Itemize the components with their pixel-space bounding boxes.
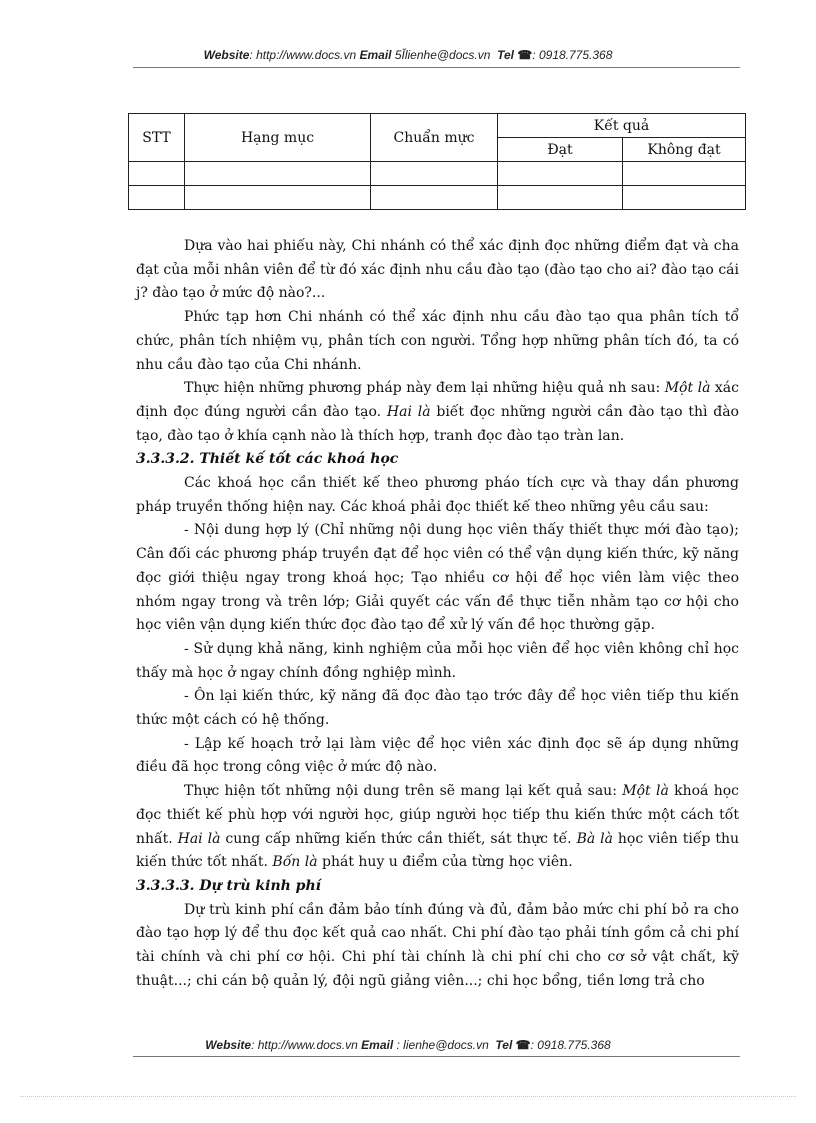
table-header-hangmuc: Hạng mục — [185, 114, 371, 162]
footer-rule — [133, 1056, 740, 1057]
website-url[interactable]: : http://www.docs.vn — [251, 1038, 358, 1052]
tel-value: : 0918.775.368 — [530, 1038, 611, 1052]
paragraph: Dự trù kinh phí cần đảm bảo tính đúng và đủ, đảm bảo mức chi phí bỏ ra cho đào tạo hợp lý để thu đọc kết quả cao nhất. Chi phí đào tạo phải tính gồm cả chi phí tài chính và chi phí cơ hội. Chi phí tài chính là chi phí chi cho cơ sở vật chất, kỹ thuật...; chi cán bộ quản lý, đội ngũ giảng viên...; chi học bổng, tiền lơng trả cho — [136, 901, 739, 989]
table-header-chuanmuc: Chuẩn mực — [371, 114, 498, 162]
table-row — [129, 162, 746, 186]
email-label: Email — [361, 1038, 394, 1052]
website-label: Website — [203, 48, 250, 62]
page-footer — [0, 1038, 816, 1052]
tel-label: Tel — [497, 48, 514, 62]
table-header-dat: Đạt — [498, 138, 623, 162]
page-header — [0, 48, 816, 62]
table-header-khongdat: Không đạt — [623, 138, 746, 162]
phone-icon: ☎ — [515, 1038, 531, 1052]
evaluation-table — [128, 113, 746, 210]
paragraph: Các khoá học cần thiết kế theo phương pháo tích cực và thay dần phương pháp truyền thống hiện nay. Các khoá phải đọc thiết kế theo những yêu cầu sau: — [136, 475, 739, 515]
paragraph: Thực hiện những phương pháp này đem lại những hiệu quả nh sau: Một là xác định đọc đúng người cần đào tạo. Hai là biết đọc những người cần đào tạo thì đào tạo, đào tạo ở khía cạnh nào là thích hợp, tranh đọc đào tạo tràn lan. — [136, 380, 739, 444]
email-value[interactable]: : lienhe@docs.vn — [396, 1038, 489, 1052]
table-header-ketqua: Kết quả — [498, 114, 746, 138]
paragraph: - Sử dụng khả năng, kinh nghiệm của mỗi học viên để học viên không chỉ học thấy mà học ở ngay chính đồng nghiệp mình. — [136, 640, 739, 681]
paragraph: Phức tạp hơn Chi nhánh có thể xác định nhu cầu đào tạo qua phân tích tổ chức, phân tích nhiệm vụ, phân tích con người. Tổng hợp những phân tích đó, ta có nhu cầu đào tạo của Chi nhánh. — [136, 309, 739, 373]
paragraph: Dựa vào hai phiếu này, Chi nhánh có thể xác định đọc những điểm đạt và cha đạt của mỗi nhân viên để từ đó xác định nhu cầu đào tạo (đào tạo cho ai? đào tạo cái j? đào tạo ở mức độ nào?... — [136, 238, 739, 302]
phone-icon: ☎ — [517, 48, 533, 62]
website-url[interactable]: : http://www.docs.vn — [249, 48, 357, 62]
header-rule — [133, 67, 740, 68]
document-body — [136, 235, 739, 994]
paragraph: Thực hiện tốt những nội dung trên sẽ mang lại kết quả sau: Một là khoá học đọc thiết kế phù hợp với người học, giúp người học tiếp thu kiến thức một cách tốt nhất. Hai là cung cấp những kiến thức cần thiết, sát thực tế. Bà là học viên tiếp thu kiến thức tốt nhất. Bốn là phát huy u điểm của từng học viên. — [136, 783, 740, 871]
section-heading: 3.3.3.3. Dự trù kinh phí — [136, 877, 321, 894]
page-edge — [20, 1096, 796, 1097]
tel-value: : 0918.775.368 — [532, 48, 613, 62]
paragraph: - Ôn lại kiến thức, kỹ năng đã đọc đào tạo trớc đây để học viên tiếp thu kiến thức một cách có hệ thống. — [136, 688, 739, 729]
website-label: Website — [205, 1038, 252, 1052]
table-row — [129, 186, 746, 210]
email-label: Email — [359, 48, 392, 62]
section-heading: 3.3.3.2. Thiết kế tốt các khoá học — [136, 451, 399, 468]
paragraph: - Nội dung hợp lý (Chỉ những nội dung học viên thấy thiết thực mới đào tạo); Cân đối các phương pháp truyền đạt để học viên có thể vận dụng kiến thức, kỹ năng đọc giới thiệu ngay trong khoá học; Tạo nhiều cơ hội để học viên làm việc theo nhóm ngay trong và trên lớp; Giải quyết các vấn đề thực tiễn nhằm tạo cơ hội cho học viên vận dụng kiến thức đọc đào tạo để xử lý vấn đề học thường gặp. — [136, 522, 739, 634]
tel-label: Tel — [495, 1038, 513, 1052]
email-value[interactable]: 5Ǐlienhe@docs.vn — [394, 48, 491, 62]
table-header-stt: STT — [129, 114, 185, 162]
paragraph: - Lập kế hoạch trở lại làm việc để học viên xác định đọc sẽ áp dụng những điều đã học trong công việc ở mức độ nào. — [136, 735, 739, 776]
